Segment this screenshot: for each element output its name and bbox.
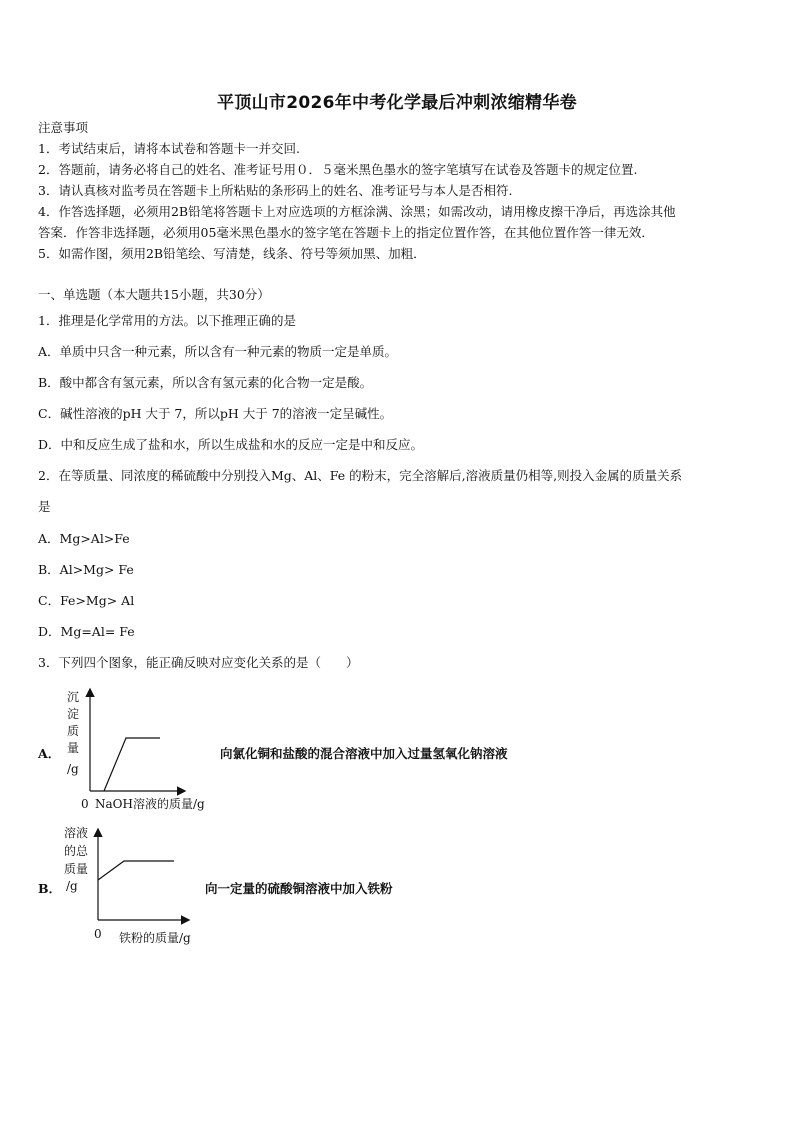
question-2-option-b: B．Al>Mg> Fe bbox=[38, 562, 134, 577]
page-title: 平顶山市2026年中考化学最后冲刺浓缩精华卷 bbox=[217, 93, 577, 113]
graph-b-curve bbox=[98, 861, 174, 880]
graph-b-y-axis-label-2: 的总 bbox=[64, 844, 89, 858]
graph-a-y-axis-label-2: 淀 bbox=[67, 707, 80, 721]
notice-item-2: 2．答题前，请务必将自己的姓名、准考证号用０．５毫米黑色墨水的签字笔填写在试卷及答题卡的规定位置. bbox=[38, 162, 638, 177]
question-2-stem: 2．在等质量、同浓度的稀硫酸中分别投入Mg、Al、Fe 的粉末，完全溶解后,溶液质量仍相等,则投入金属的质量关系 bbox=[38, 468, 683, 483]
question-1-option-d: D．中和反应生成了盐和水，所以生成盐和水的反应一定是中和反应。 bbox=[38, 437, 424, 452]
graph-b-y-axis-label-1: 溶液 bbox=[64, 826, 89, 840]
notice-item-3: 3．请认真核对监考员在答题卡上所粘贴的条形码上的姓名、准考证号与本人是否相符. bbox=[38, 183, 513, 198]
question-3-option-a-label: A． bbox=[38, 746, 61, 761]
question-2-option-c: C．Fe>Mg> Al bbox=[38, 593, 135, 608]
question-1-stem: 1．推理是化学常用的方法。以下推理正确的是 bbox=[38, 313, 296, 328]
graph-b-x-axis-label: 铁粉的质量/g bbox=[119, 931, 191, 945]
question-2-option-a: A．Mg>Al>Fe bbox=[38, 531, 130, 546]
question-2-stem-continued: 是 bbox=[38, 499, 51, 514]
graph-a-y-axis-label-3: 质 bbox=[67, 724, 80, 738]
question-3-option-b-label: B． bbox=[38, 881, 62, 896]
question-2-option-d: D．Mg=Al= Fe bbox=[38, 624, 135, 639]
graph-a bbox=[84, 688, 224, 800]
graph-a-plot bbox=[84, 688, 224, 796]
notice-item-4-continued: 答案．作答非选择题，必须用05毫米黑色墨水的签字笔在答题卡上的指定位置作答，在其他位置作答一律无效． bbox=[38, 225, 654, 240]
graph-a-x-axis-label: NaOH溶液的质量/g bbox=[95, 797, 205, 811]
graph-a-y-axis-label-4: 量 bbox=[67, 741, 80, 755]
graph-b-y-axis-label-3: 质量 bbox=[64, 862, 89, 876]
graph-b bbox=[92, 828, 202, 928]
question-1-option-c: C．碱性溶液的pH 大于 7，所以pH 大于 7的溶液一定呈碱性。 bbox=[38, 406, 393, 421]
section-heading: 一、单选题（本大题共15小题，共30分） bbox=[38, 287, 270, 302]
notice-item-1: 1．考试结束后，请将本试卷和答题卡一并交回. bbox=[38, 141, 300, 156]
question-1-option-b: B．酸中都含有氢元素，所以含有氢元素的化合物一定是酸。 bbox=[38, 375, 373, 390]
graph-b-description: 向一定量的硫酸铜溶液中加入铁粉 bbox=[205, 881, 393, 896]
graph-a-description: 向氯化铜和盐酸的混合溶液中加入过量氢氧化钠溶液 bbox=[220, 746, 508, 761]
graph-a-origin: 0 bbox=[81, 797, 89, 811]
graph-b-origin: 0 bbox=[94, 927, 102, 941]
graph-a-curve bbox=[104, 738, 160, 791]
notice-item-4: 4．作答选择题，必须用2B铅笔将答题卡上对应选项的方框涂满、涂黑；如需改动，请用橡皮擦干净后，再选涂其他 bbox=[38, 204, 676, 219]
graph-b-plot bbox=[92, 828, 202, 924]
graph-b-y-axis-label-4: /g bbox=[66, 879, 78, 893]
question-3-stem: 3．下列四个图象，能正确反映对应变化关系的是（ ） bbox=[38, 655, 359, 670]
notice-heading: 注意事项 bbox=[38, 120, 89, 135]
question-1-option-a: A．单质中只含一种元素，所以含有一种元素的物质一定是单质。 bbox=[38, 344, 398, 359]
graph-a-y-axis-label-5: /g bbox=[67, 762, 79, 776]
notice-item-5: 5．如需作图，须用2B铅笔绘、写清楚，线条、符号等须加黑、加粗． bbox=[38, 246, 426, 261]
graph-a-y-axis-label-1: 沉 bbox=[67, 690, 80, 704]
